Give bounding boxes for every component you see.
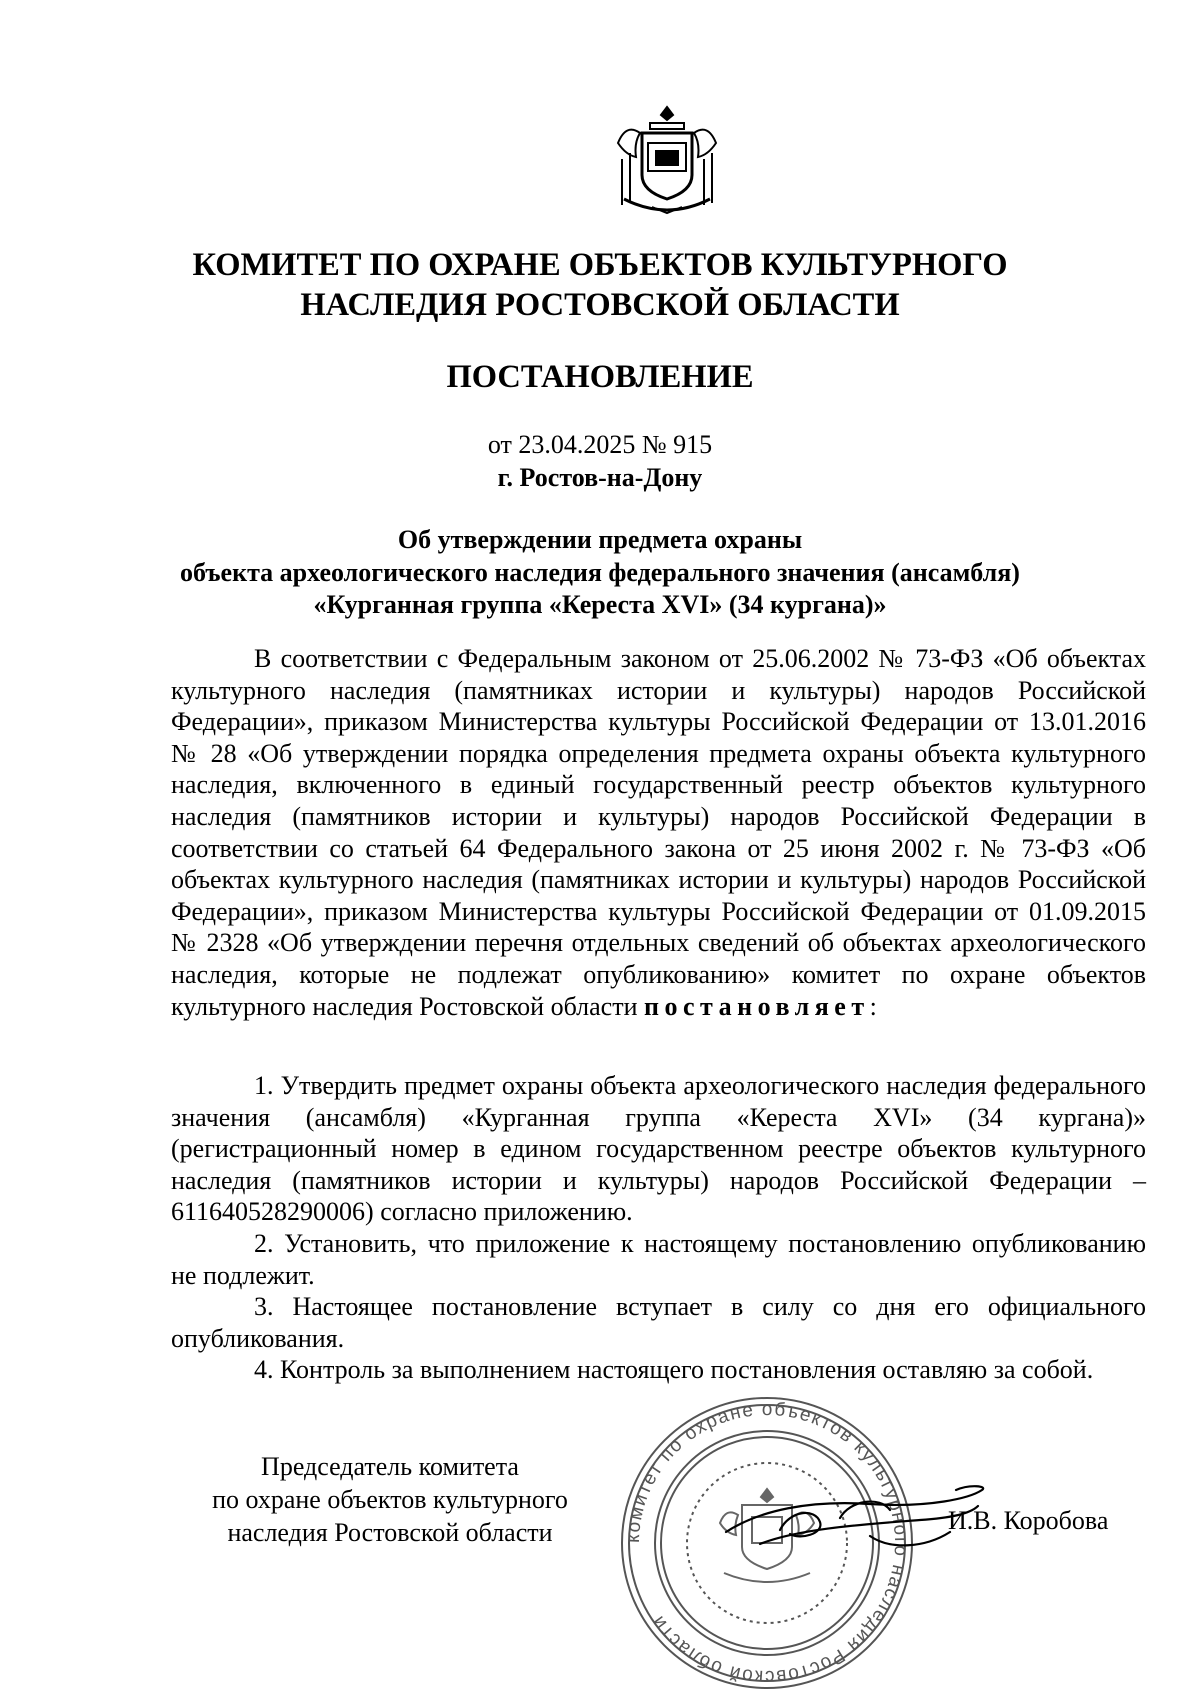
- seal-text: комитет по охране объектов культурного наследия Ростовской области: [622, 1398, 912, 1688]
- signatory-name: И.В. Коробова: [948, 1506, 1109, 1535]
- resolution-item-4: 4. Контроль за выполнением настоящего постановления оставляю за собой.: [254, 1355, 1094, 1385]
- resolution-items: [171, 1070, 1146, 1386]
- document-date-number: от 23.04.2025 № 915: [487, 430, 713, 459]
- position-line1: Председатель комитета: [261, 1452, 519, 1481]
- decision-word: постановляет: [644, 991, 870, 1021]
- coat-of-arms-emblem: [612, 103, 722, 216]
- resolution-item-1: 1. Утвердить предмет охраны объекта археологического наследия федерального значения (ансамбля) «Курганная группа «Кереста XVI» (34 кургана)» (регистрационный номер в едином государственном реестре объектов культурного наследия (памятников истории и культуры) народов Российской Федерации – 611640528290006) согласно приложению.: [171, 1071, 1146, 1227]
- preamble-paragraph: [171, 643, 1146, 1022]
- subject-line1: Об утверждении предмета охраны: [397, 525, 803, 554]
- signatory-position: [180, 1450, 600, 1549]
- org-title-line2: НАСЛЕДИЯ РОСТОВСКОЙ ОБЛАСТИ: [300, 287, 900, 323]
- document-subject: [150, 524, 1050, 622]
- org-title-line1: КОМИТЕТ ПО ОХРАНЕ ОБЪЕКТОВ КУЛЬТУРНОГО: [192, 247, 1008, 283]
- subject-line3: «Курганная группа «Кереста XVI» (34 кургана)»: [313, 590, 887, 619]
- preamble-ending: :: [869, 991, 877, 1021]
- subject-line2: объекта археологического наследия федерального значения (ансамбля): [180, 557, 1020, 587]
- preamble: [171, 643, 1146, 1022]
- resolution-item-2: 2. Установить, что приложение к настоящему постановлению опубликованию не подлежит.: [171, 1228, 1146, 1290]
- resolution-item-3: 3. Настоящее постановление вступает в силу со дня его официального опубликования.: [171, 1292, 1146, 1353]
- document-city: г. Ростов-на-Дону: [497, 463, 703, 492]
- organization-title: [150, 245, 1050, 325]
- position-line3: наследия Ростовской области: [227, 1518, 553, 1547]
- preamble-text: В соответствии с Федеральным законом от 25.06.2002 № 73-ФЗ «Об объектах культурного наследия (памятниках истории и культуры) народов Российской Федерации», приказом Министерства культуры Российской Федерации от 13.01.2016 № 28 «Об утверждении порядка определения предмета охраны объекта культурного наследия, включенного в единый государственный реестр объектов культурного наследия (памятников истории и культуры) народов Российской Федерации в соответствии со статьей 64 Федерального закона от 25 июня 2002 г. № 73-ФЗ «Об объектах культурного наследия (памятниках истории и культуры) народов Российской Федерации», приказом Министерства культуры Российской Федерации от 01.09.2015 № 2328 «Об утверждении перечня отдельных сведений об объектах археологического наследия, которые не подлежат опубликованию» комитет по охране объектов культурного наследия Ростовской области: [171, 644, 1146, 1021]
- position-line2: по охране объектов культурного: [212, 1485, 568, 1514]
- document-type: ПОСТАНОВЛЕНИЕ: [446, 359, 754, 395]
